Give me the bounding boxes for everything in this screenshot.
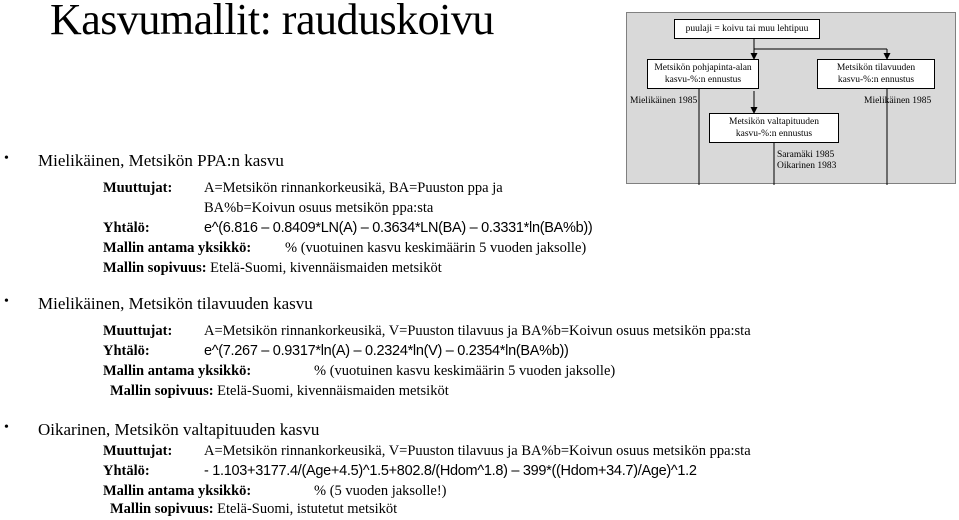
section-heading: Mielikäinen, Metsikön tilavuuden kasvu: [38, 294, 313, 313]
fit-text: Etelä-Suomi, istutetut metsiköt: [217, 501, 398, 517]
equation-label: Yhtälö:: [103, 343, 150, 359]
fit-row: [103, 260, 442, 277]
unit-text: % (vuotuinen kasvu keskimäärin 5 vuoden jaksolle): [285, 240, 587, 256]
fit-text: Etelä-Suomi, kivennäismaiden metsiköt: [217, 383, 449, 399]
center-reference-line1: Saramäki 1985: [777, 150, 835, 160]
species-condition-box: [674, 19, 820, 39]
equation-text: - 1.103+3177.4/(Age+4.5)^1.5+802.8/(Hdom^1.8) – 399*((Hdom+34.7)/Age)^1.2: [204, 463, 697, 479]
model-flow-diagram: [626, 12, 956, 184]
bullet-icon: •: [4, 420, 9, 435]
variables-label: Muuttujat:: [103, 180, 173, 196]
variables-text: A=Metsikön rinnankorkeusikä, V=Puuston tilavuus ja BA%b=Koivun osuus metsikön ppa:sta: [204, 443, 751, 459]
unit-label: Mallin antama yksikkö:: [103, 363, 252, 379]
equation-text: e^(6.816 – 0.8409*LN(A) – 0.3634*LN(BA) – 0.3331*ln(BA%b)): [204, 220, 593, 236]
fit-row: [110, 501, 397, 518]
dominant-height-growth-box: [709, 113, 839, 143]
variables-text-cont: BA%b=Koivun osuus metsikön ppa:sta: [204, 200, 434, 216]
equation-label: Yhtälö:: [103, 463, 150, 479]
species-condition-text: puulaji = koivu tai muu lehtipuu: [685, 24, 809, 34]
volume-growth-box: [817, 59, 935, 89]
center-reference-line2: Oikarinen 1983: [777, 161, 837, 171]
fit-label: Mallin sopivuus:: [103, 260, 207, 276]
equation-label: Yhtälö:: [103, 220, 150, 236]
volume-growth-line1: Metsikön tilavuuden: [836, 63, 916, 73]
variables-label: Muuttujat:: [103, 443, 173, 459]
basal-area-growth-line2: kasvu-%:n ennustus: [664, 75, 742, 85]
fit-text: Etelä-Suomi, kivennäismaiden metsiköt: [210, 260, 442, 276]
fit-label: Mallin sopivuus:: [110, 383, 214, 399]
fit-row: [110, 383, 449, 400]
dominant-height-growth-line1: Metsikön valtapituuden: [729, 117, 819, 127]
variables-label: Muuttujat:: [103, 323, 173, 339]
variables-text: A=Metsikön rinnankorkeusikä, BA=Puuston ppa ja: [204, 180, 503, 196]
unit-label: Mallin antama yksikkö:: [103, 483, 252, 499]
left-model-reference: Mielikäinen 1985: [630, 96, 698, 106]
equation-text: e^(7.267 – 0.9317*ln(A) – 0.2324*ln(V) – 0.2354*ln(BA%b)): [204, 343, 569, 359]
unit-text: % (5 vuoden jaksolle!): [314, 483, 447, 499]
right-model-reference: Mielikäinen 1985: [864, 96, 932, 106]
slide-title: Kasvumallit: rauduskoivu: [50, 0, 494, 44]
basal-area-growth-line1: Metsikön pohjapinta-alan: [654, 63, 752, 73]
basal-area-growth-box: [647, 59, 759, 89]
unit-text: % (vuotuinen kasvu keskimäärin 5 vuoden jaksolle): [314, 363, 616, 379]
bullet-icon: •: [4, 151, 9, 166]
bullet-icon: •: [4, 294, 9, 309]
section-heading: Oikarinen, Metsikön valtapituuden kasvu: [38, 420, 320, 439]
volume-growth-line2: kasvu-%:n ennustus: [837, 75, 915, 85]
section-heading: Mielikäinen, Metsikön PPA:n kasvu: [38, 151, 284, 170]
center-model-reference: [777, 150, 836, 172]
dominant-height-growth-line2: kasvu-%:n ennustus: [735, 129, 813, 139]
unit-label: Mallin antama yksikkö:: [103, 240, 252, 256]
fit-label: Mallin sopivuus:: [110, 501, 214, 517]
variables-text: A=Metsikön rinnankorkeusikä, V=Puuston tilavuus ja BA%b=Koivun osuus metsikön ppa:sta: [204, 323, 751, 339]
